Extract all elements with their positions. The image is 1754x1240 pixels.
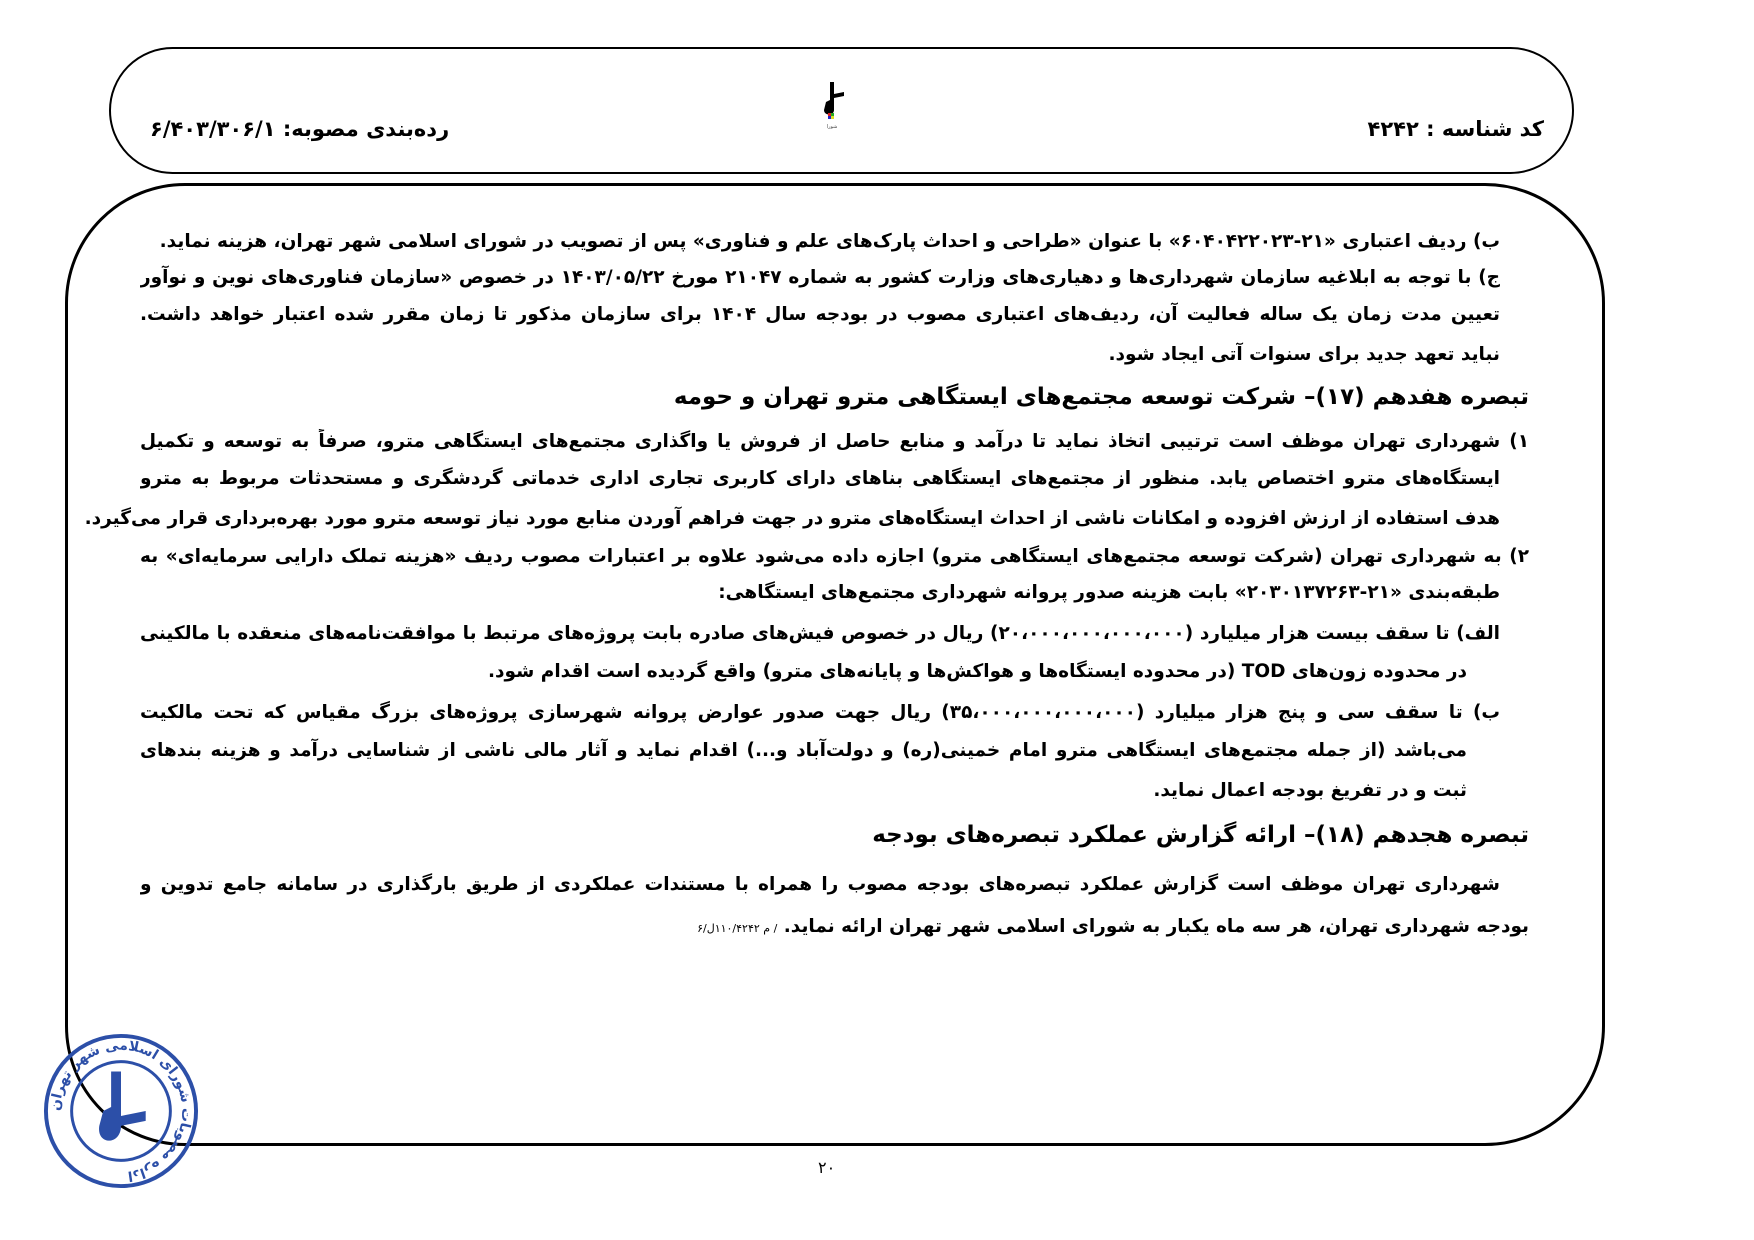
- section-18-text: بودجه شهرداری تهران، هر سه ماه یکبار به شورای اسلامی شهر تهران ارائه نماید.: [783, 916, 1529, 937]
- resolution-classification: رده‌بندی مصوبه: ۶/۴۰۳/۳۰۶/۱: [150, 117, 450, 141]
- item-1-line: ایستگاه‌های مترو اختصاص یابد. منظور از مجتمع‌های ایستگاهی بناهای دارای کاربری تجاری اداری خدماتی گردشگری و مستحدثات مربوط به مترو: [140, 468, 1500, 489]
- item-2-b-line: می‌باشد (از جمله مجتمع‌های ایستگاهی مترو امام خمینی(ره) و دولت‌آباد و...) اقدام نماید و آثار مالی ناشی از شناسایی درآمد و هزینه بندهای: [140, 740, 1467, 761]
- paragraph-j-line: تعیین مدت زمان یک ساله فعالیت آن، ردیف‌های اعتباری مصوب در بودجه سال ۱۴۰۴ برای سازمان مذکور تا زمان مقرر شده اعتبار خواهد داشت.: [140, 304, 1500, 325]
- item-2-alef-line: در محدوده زون‌های TOD (در محدوده ایستگاه‌ها و هواکش‌ها و پایانه‌های مترو) واقع گردیده است اقدام شود.: [488, 661, 1467, 682]
- item-2-b-line: ب) تا سقف سی و پنج هزار میلیارد (۳۵،۰۰۰،۰۰۰،۰۰۰،۰۰۰) ریال جهت صدور عوارض پروانه شهرسازی پروژه‌های بزرگ مقیاس که تحت مالکیت: [140, 702, 1500, 723]
- page-number: ۲۰: [818, 1158, 836, 1177]
- svg-text:اداره مصوبات شورای اسلامی شهر: اداره مصوبات شورای اسلامی شهر تهران: [47, 1037, 195, 1184]
- item-2-line: ۲) به شهرداری تهران (شرکت توسعه مجتمع‌های ایستگاهی مترو) اجازه داده می‌شود علاوه بر اعتبارات مصوب ردیف «هزینه تملک دارایی سرمایه‌ای» به: [140, 546, 1529, 567]
- reference-note: / م ۱۱۰/۴۲۴۲ل/۶: [697, 922, 778, 935]
- item-2-line: طبقه‌بندی «۲۱-۲۰۳۰۱۳۷۲۶۳» بابت هزینه صدور پروانه شهرداری مجتمع‌های ایستگاهی:: [718, 582, 1500, 603]
- logo-caption: شورا: [826, 124, 838, 130]
- council-logo: [812, 80, 852, 130]
- document-code: کد شناسه : ۴۲۴۲: [1367, 117, 1544, 141]
- item-1-line: هدف استفاده از ارزش افزوده و امکانات ناشی از احداث ایستگاه‌های مترو در جهت فراهم آوردن منابع مورد نیاز توسعه مترو مورد بهره‌برداری قرار می‌گیرد.: [84, 508, 1500, 529]
- section-18-line: [697, 914, 1529, 942]
- section-heading-18: تبصره هجدهم (۱۸)– ارائه گزارش عملکرد تبصره‌های بودجه: [872, 822, 1529, 848]
- item-2-alef-line: الف) تا سقف بیست هزار میلیارد (۲۰،۰۰۰،۰۰۰،۰۰۰،۰۰۰) ریال در خصوص فیش‌های صادره بابت پروژه‌های مرتبط با موافقت‌نامه‌های منعقده با مالکینی: [140, 623, 1500, 644]
- paragraph-j-line: ج) با توجه به ابلاغیه سازمان شهرداری‌ها و دهیاری‌های وزارت کشور به شماره ۲۱۰۴۷ مورخ ۱۴۰۳/۰۵/۲۲ در خصوص «سازمان فناوری‌های نوین و نوآور: [140, 267, 1500, 288]
- section-18-line: شهرداری تهران موظف است گزارش عملکرد تبصره‌های بودجه مصوب را همراه با مستندات عملکردی از طریق بارگذاری در سامانه جامع تدوین و: [140, 874, 1500, 895]
- section-heading-17: تبصره هفدهم (۱۷)– شرکت توسعه مجتمع‌های ایستگاهی مترو تهران و حومه: [673, 384, 1529, 410]
- item-2-b-line: ثبت و در تفریغ بودجه اعمال نماید.: [1153, 780, 1467, 801]
- paragraph-b-line: ب) ردیف اعتباری «۲۱-۶۰۴۰۴۲۲۰۲۳» با عنوان «طراحی و احداث پارک‌های علم و فناوری» پس از تصویب در شورای اسلامی شهر تهران، هزینه نماید.: [159, 231, 1500, 252]
- paragraph-j-line: نباید تعهد جدید برای سنوات آتی ایجاد شود.: [1108, 344, 1500, 365]
- item-1-line: ۱) شهرداری تهران موظف است ترتیبی اتخاذ نماید تا درآمد و منابع حاصل از فروش یا واگذاری مجتمع‌های ایستگاهی مترو، صرفاً به توسعه و تکمیل: [140, 431, 1529, 452]
- council-stamp: [42, 1032, 200, 1190]
